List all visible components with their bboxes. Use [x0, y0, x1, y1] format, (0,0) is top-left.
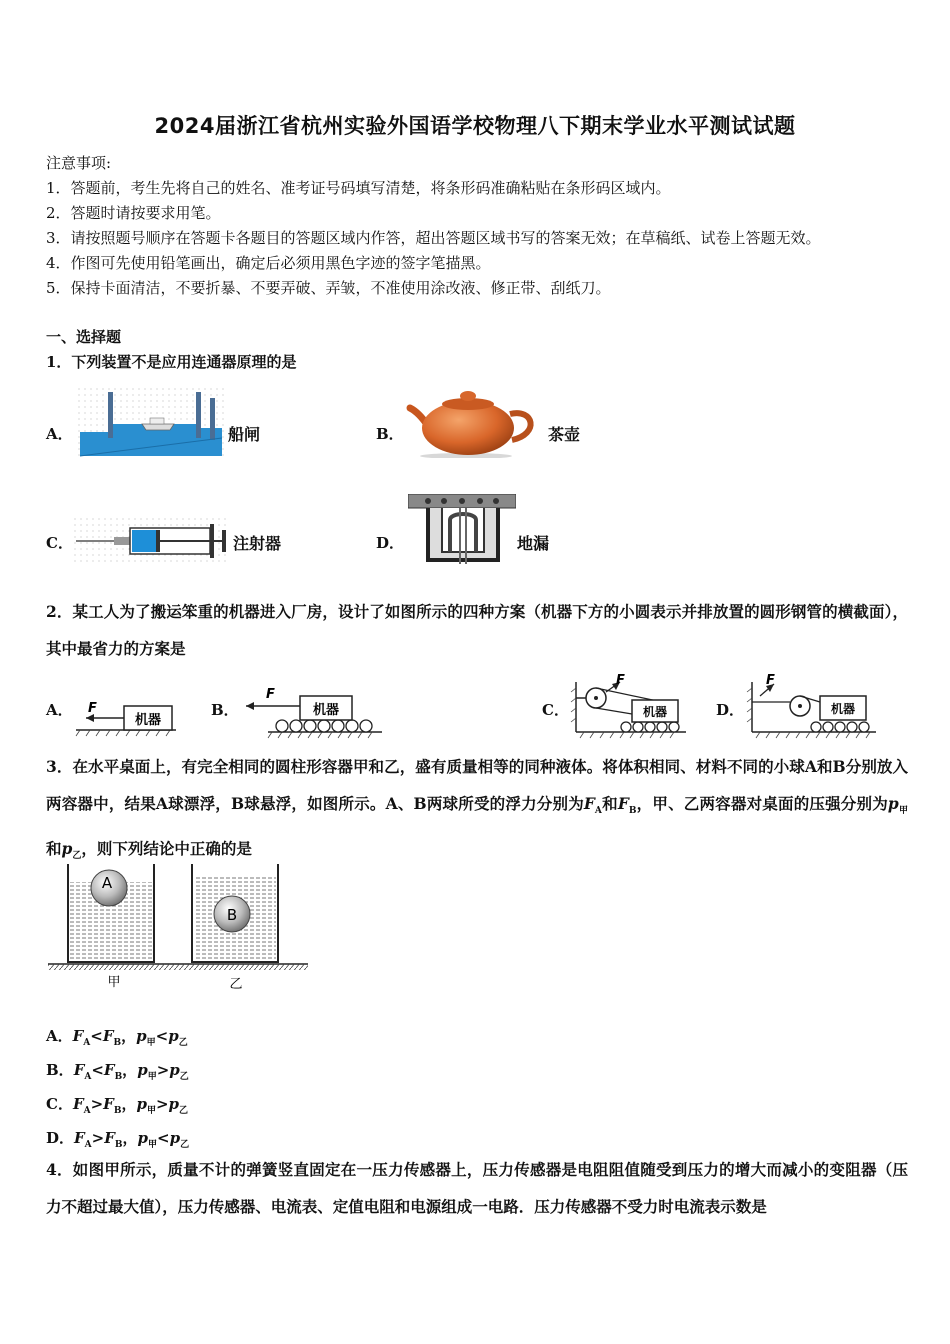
- relation: <: [157, 1129, 170, 1147]
- force-b-sub: B: [114, 1140, 123, 1150]
- q3-and: 和: [601, 794, 618, 813]
- machine-label: 机器: [134, 713, 162, 728]
- force-a: F: [73, 1061, 85, 1079]
- pressure-sub: 甲: [147, 1072, 157, 1082]
- force-a-sub: A: [83, 1106, 91, 1116]
- q2-option-d-diagram: [746, 672, 878, 740]
- force-b: F: [103, 1095, 114, 1113]
- q3-pressure: p: [887, 794, 899, 813]
- machine-label: 机器: [312, 703, 340, 718]
- pressure-sub: 乙: [178, 1038, 188, 1048]
- q1-option-b-label: B．: [376, 425, 404, 443]
- q1-option-c-label: C．: [46, 534, 73, 552]
- force-a: F: [72, 1095, 84, 1113]
- question-3-stem: [46, 748, 908, 875]
- force-b-sub: B: [114, 1072, 123, 1082]
- pressure-sub: 甲: [148, 1140, 158, 1150]
- notice-item: 4．作图可先使用铅笔画出，确定后必须用黑色字迹的签字笔描黑。: [46, 254, 491, 272]
- question-2-stem: 2．某工人为了搬运笨重的机器进入厂房，设计了如图所示的四种方案（机器下方的小圆表示并排放置的圆形钢管的横截面），其中最省力的方案是: [46, 602, 908, 658]
- pressure: p: [169, 1129, 181, 1147]
- relation: >: [90, 1095, 104, 1113]
- q2-option-b-diagram: [238, 684, 384, 740]
- q3-stem-part: ，则下列结论中正确的是: [81, 839, 252, 859]
- q1-option-a-label: A．: [46, 425, 73, 443]
- comma: ，: [122, 1061, 138, 1079]
- q2-option-d-label: D．: [716, 701, 745, 719]
- notice-heading: 注意事项:: [46, 154, 112, 172]
- force-a-sub: A: [83, 1038, 91, 1048]
- option-label: B．: [46, 1061, 74, 1079]
- pressure-sub: 乙: [179, 1072, 189, 1082]
- force-a: F: [72, 1027, 84, 1045]
- pressure: p: [169, 1061, 180, 1079]
- machine-label: 机器: [642, 705, 668, 719]
- pressure: p: [136, 1027, 147, 1045]
- notice-item: 1．答题前，考生先将自己的姓名、准考证号码填写清楚，将条形码准确粘贴在条形码区域内。: [46, 179, 671, 197]
- pressure: p: [137, 1129, 149, 1147]
- comma: ，: [121, 1027, 137, 1045]
- notice-item: 5．保持卡面清洁，不要折暴、不要弄破、弄皱，不准使用涂改液、修正带、刮纸刀。: [46, 279, 611, 297]
- ship-lock-image: [78, 388, 224, 458]
- q2-option-a-label: A．: [46, 701, 73, 719]
- q2-option-c-diagram: [570, 672, 688, 740]
- ball-a-label: A: [101, 874, 113, 892]
- pressure: p: [137, 1061, 148, 1079]
- pressure-sub: 甲: [146, 1106, 156, 1116]
- container-1-label: 甲: [107, 975, 121, 990]
- force-b: F: [104, 1129, 115, 1147]
- relation: >: [155, 1095, 169, 1113]
- force-label: F: [88, 701, 97, 716]
- pressure-sub: 甲: [146, 1038, 156, 1048]
- force-a: F: [74, 1129, 85, 1147]
- ball-b-label: B: [226, 906, 238, 924]
- force-b: F: [103, 1061, 115, 1079]
- q2-option-a-diagram: [74, 694, 178, 738]
- pressure: p: [136, 1095, 147, 1113]
- syringe-image: [74, 518, 230, 564]
- q3-option-d: [46, 1127, 189, 1150]
- notice-item: 3．请按照题号顺序在答题卡各题目的答题区域内作答，超出答题区域书写的答案无效；在草稿纸、试卷上答题无效。: [46, 229, 821, 247]
- relation: <: [91, 1061, 104, 1079]
- q3-stem-part: 3．在水平桌面上，有完全相同的圆柱形容器甲和乙，盛有质量相等的同种液体。将体积相同、材料不同的小球A和B分别放入两容器中，结果A球漂浮，B球悬浮，如图所示。A、B两球所受的浮力分别为: [46, 757, 908, 813]
- comma: ，: [121, 1095, 137, 1113]
- option-label: D．: [46, 1129, 75, 1147]
- container-2-label: 乙: [229, 977, 243, 992]
- pressure-sub: 乙: [180, 1140, 190, 1150]
- q1-option-d-label: D．: [376, 534, 405, 552]
- question-1-stem: 1．下列装置不是应用连通器原理的是: [46, 353, 297, 371]
- q2-option-b-label: B．: [211, 701, 239, 719]
- relation: >: [156, 1061, 170, 1079]
- q3-force-a: F: [583, 794, 595, 813]
- force-b-sub: B: [113, 1106, 122, 1116]
- relation: <: [155, 1027, 169, 1045]
- pressure: p: [168, 1027, 179, 1045]
- q3-pressure-sub: 乙: [72, 851, 82, 862]
- force-label: F: [266, 687, 275, 702]
- pressure-sub: 乙: [179, 1106, 189, 1116]
- teapot-image: [404, 378, 546, 458]
- force-b: F: [102, 1027, 114, 1045]
- option-label: A．: [46, 1027, 73, 1045]
- q1-option-b-caption: 茶壶: [548, 425, 581, 444]
- question-4-stem: 4．如图甲所示，质量不计的弹簧竖直固定在一压力传感器上，压力传感器是电阻阻值随受到压力的增大而减小的变阻器（压力不超过最大值），压力传感器、电流表、定值电阻和电源组成一电路．压力传感器不受力时电流表示数是: [46, 1160, 908, 1216]
- page-title: 2024届浙江省杭州实验外国语学校物理八下期末学业水平测试试题: [154, 114, 796, 138]
- q3-force-b: F: [617, 794, 629, 813]
- force-b-sub: B: [113, 1038, 122, 1048]
- q3-option-c: [46, 1093, 188, 1116]
- pressure: p: [168, 1095, 180, 1113]
- force-a-sub: A: [84, 1072, 92, 1082]
- force-a-sub: A: [84, 1140, 92, 1150]
- q1-option-d-caption: 地漏: [517, 534, 550, 553]
- q3-force-a-sub: A: [594, 806, 602, 817]
- force-label: F: [766, 673, 775, 688]
- q2-option-c-label: C．: [542, 701, 569, 719]
- relation: <: [90, 1027, 103, 1045]
- notice-item: 2．答题时请按要求用笔。: [46, 204, 221, 222]
- q3-pressure-sub: 甲: [898, 806, 908, 817]
- relation: >: [91, 1129, 105, 1147]
- q1-option-c-caption: 注射器: [233, 534, 282, 553]
- force-label: F: [616, 673, 625, 688]
- q3-option-a: [46, 1025, 188, 1048]
- machine-label: 机器: [830, 702, 856, 716]
- q3-pressure: p: [61, 839, 73, 859]
- option-label: C．: [46, 1095, 73, 1113]
- q3-option-b: [46, 1059, 189, 1082]
- q3-stem-part: ，甲、乙两容器对桌面的压强分别为: [636, 794, 888, 813]
- floor-drain-image: [408, 494, 516, 566]
- q3-force-b-sub: B: [628, 806, 637, 817]
- comma: ，: [122, 1129, 138, 1147]
- q1-option-a-caption: 船闸: [228, 425, 261, 444]
- q3-and: 和: [46, 839, 62, 859]
- q3-containers-diagram: [46, 860, 310, 996]
- section-heading: 一、选择题: [46, 328, 122, 346]
